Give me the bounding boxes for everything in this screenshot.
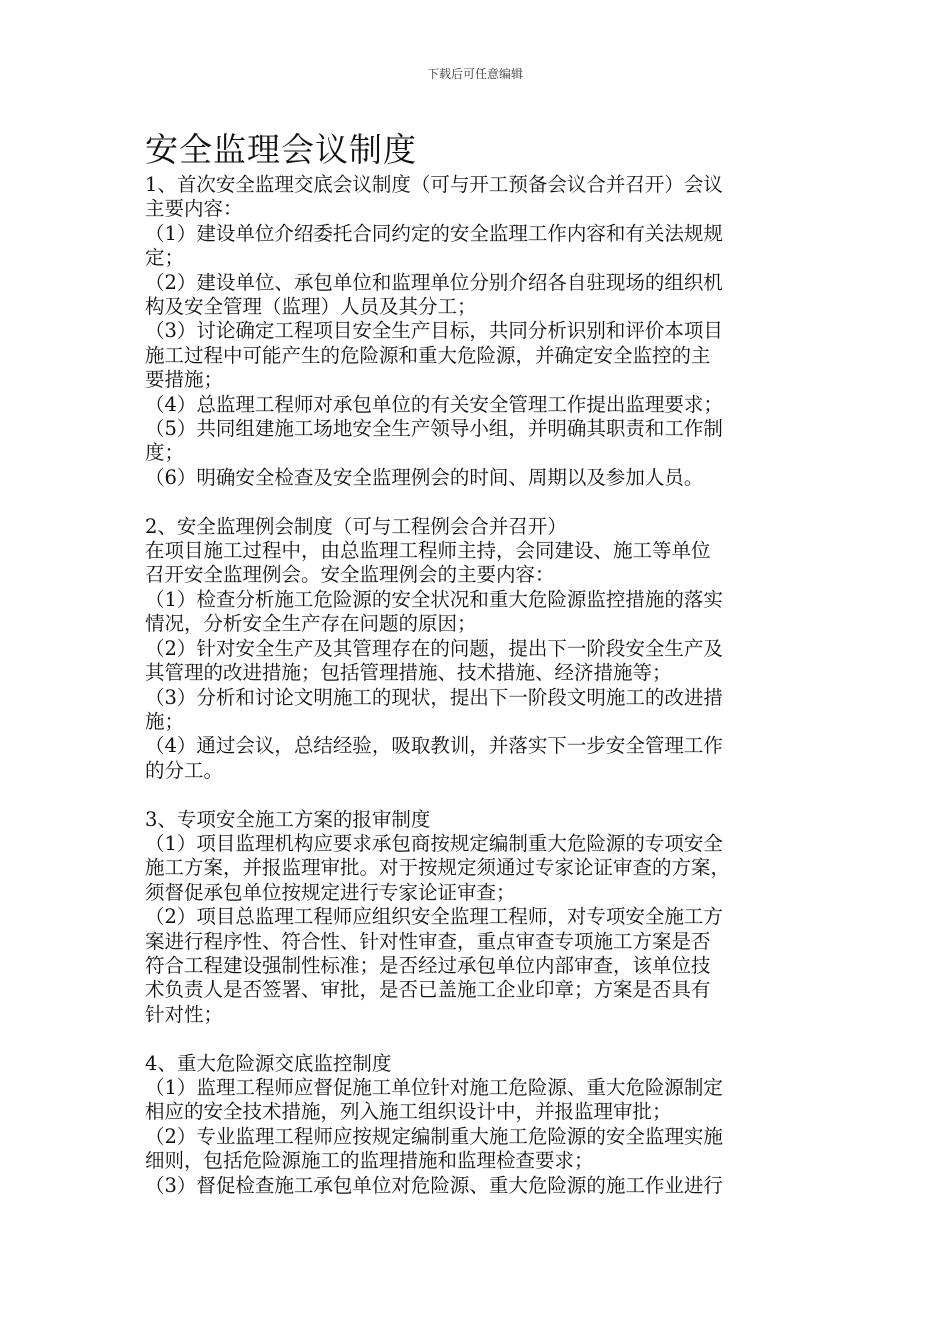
sections-container (145, 173, 815, 1198)
text-line: 施； (145, 709, 185, 733)
text-line: （1）项目监理机构应要求承包商按规定编制重大危险源的专项安全 (145, 831, 723, 855)
text-line: （6）明确安全检查及安全监理例会的时间、周期以及参加人员。 (145, 465, 704, 489)
text-line: 案进行程序性、符合性、针对性审查，重点审查专项施工方案是否 (145, 929, 711, 953)
section-heading-line: 4、重大危险源交底监控制度 (145, 1051, 392, 1075)
text-line: 施工方案，并报监理审批。对于按规定须通过专家论证审查的方案， (145, 856, 731, 880)
text-line: （5）共同组建施工场地安全生产领导小组，并明确其职责和工作制 (145, 417, 723, 441)
document-body (145, 128, 815, 1198)
text-line: 定； (145, 246, 185, 270)
text-line: 在项目施工过程中，由总监理工程师主持，会同建设、施工等单位 (145, 539, 711, 563)
text-line: 要措施； (145, 368, 224, 392)
text-line: 细则，包括危险源施工的监理措施和监理检查要求； (145, 1149, 594, 1173)
text-line: 针对性； (145, 1002, 224, 1026)
text-line: 情况，分析安全生产存在问题的原因； (145, 612, 477, 636)
text-line: 主要内容： (145, 197, 243, 221)
paragraph-gap (145, 490, 815, 514)
paragraph-gap (145, 1027, 815, 1051)
section-3 (145, 808, 815, 1028)
text-line: 构及安全管理（监理）人员及其分工； (145, 295, 477, 319)
text-line: 须督促承包单位按规定进行专家论证审查； (145, 880, 516, 904)
text-line: 术负责人是否签署、审批，是否已盖施工企业印章；方案是否具有 (145, 978, 711, 1002)
section-2 (145, 515, 815, 783)
section-1 (145, 173, 815, 490)
text-line: （1）检查分析施工危险源的安全状况和重大危险源监控措施的落实 (145, 587, 723, 611)
section-heading-line: 3、专项安全施工方案的报审制度 (145, 807, 431, 831)
text-line: 符合工程建设强制性标准；是否经过承包单位内部审查，该单位技 (145, 953, 711, 977)
text-line: 其管理的改进措施；包括管理措施、技术措施、经济措施等； (145, 661, 672, 685)
text-line: （4）通过会议，总结经验，吸取教训，并落实下一步安全管理工作 (145, 734, 723, 758)
section-heading-line: 2、安全监理例会制度（可与工程例会合并召开） (145, 514, 567, 538)
document-title: 安全监理会议制度 (145, 130, 417, 169)
text-line: （2）项目总监理工程师应组织安全监理工程师，对专项安全施工方 (145, 905, 723, 929)
paragraph-gap (145, 783, 815, 807)
text-line: （2）针对安全生产及其管理存在的问题，提出下一阶段安全生产及 (145, 636, 723, 660)
text-line: （1）监理工程师应督促施工单位针对施工危险源、重大危险源制定 (145, 1075, 723, 1099)
text-line: （1）建设单位介绍委托合同约定的安全监理工作内容和有关法规规 (145, 221, 723, 245)
text-line: （2）专业监理工程师应按规定编制重大施工危险源的安全监理实施 (145, 1124, 723, 1148)
text-line: （4）总监理工程师对承包单位的有关安全管理工作提出监理要求； (145, 392, 723, 416)
text-line: 的分工。 (145, 758, 224, 782)
text-line: 相应的安全技术措施，列入施工组织设计中，并报监理审批； (145, 1100, 672, 1124)
text-line: 召开安全监理例会。安全监理例会的主要内容： (145, 563, 555, 587)
text-line: 度； (145, 441, 185, 465)
text-line: （3）督促检查施工承包单位对危险源、重大危险源的施工作业进行 (145, 1173, 723, 1197)
section-4 (145, 1052, 815, 1198)
page-header: 下载后可任意编辑 (426, 67, 523, 81)
text-line: （3）讨论确定工程项目安全生产目标，共同分析识别和评价本项目 (145, 319, 723, 343)
text-line: （2）建设单位、承包单位和监理单位分别介绍各自驻现场的组织机 (145, 270, 723, 294)
text-line: （3）分析和讨论文明施工的现状，提出下一阶段文明施工的改进措 (145, 685, 723, 709)
text-line: 施工过程中可能产生的危险源和重大危险源，并确定安全监控的主 (145, 343, 711, 367)
section-heading-line: 1、首次安全监理交底会议制度（可与开工预备会议合并召开）会议 (145, 173, 723, 196)
